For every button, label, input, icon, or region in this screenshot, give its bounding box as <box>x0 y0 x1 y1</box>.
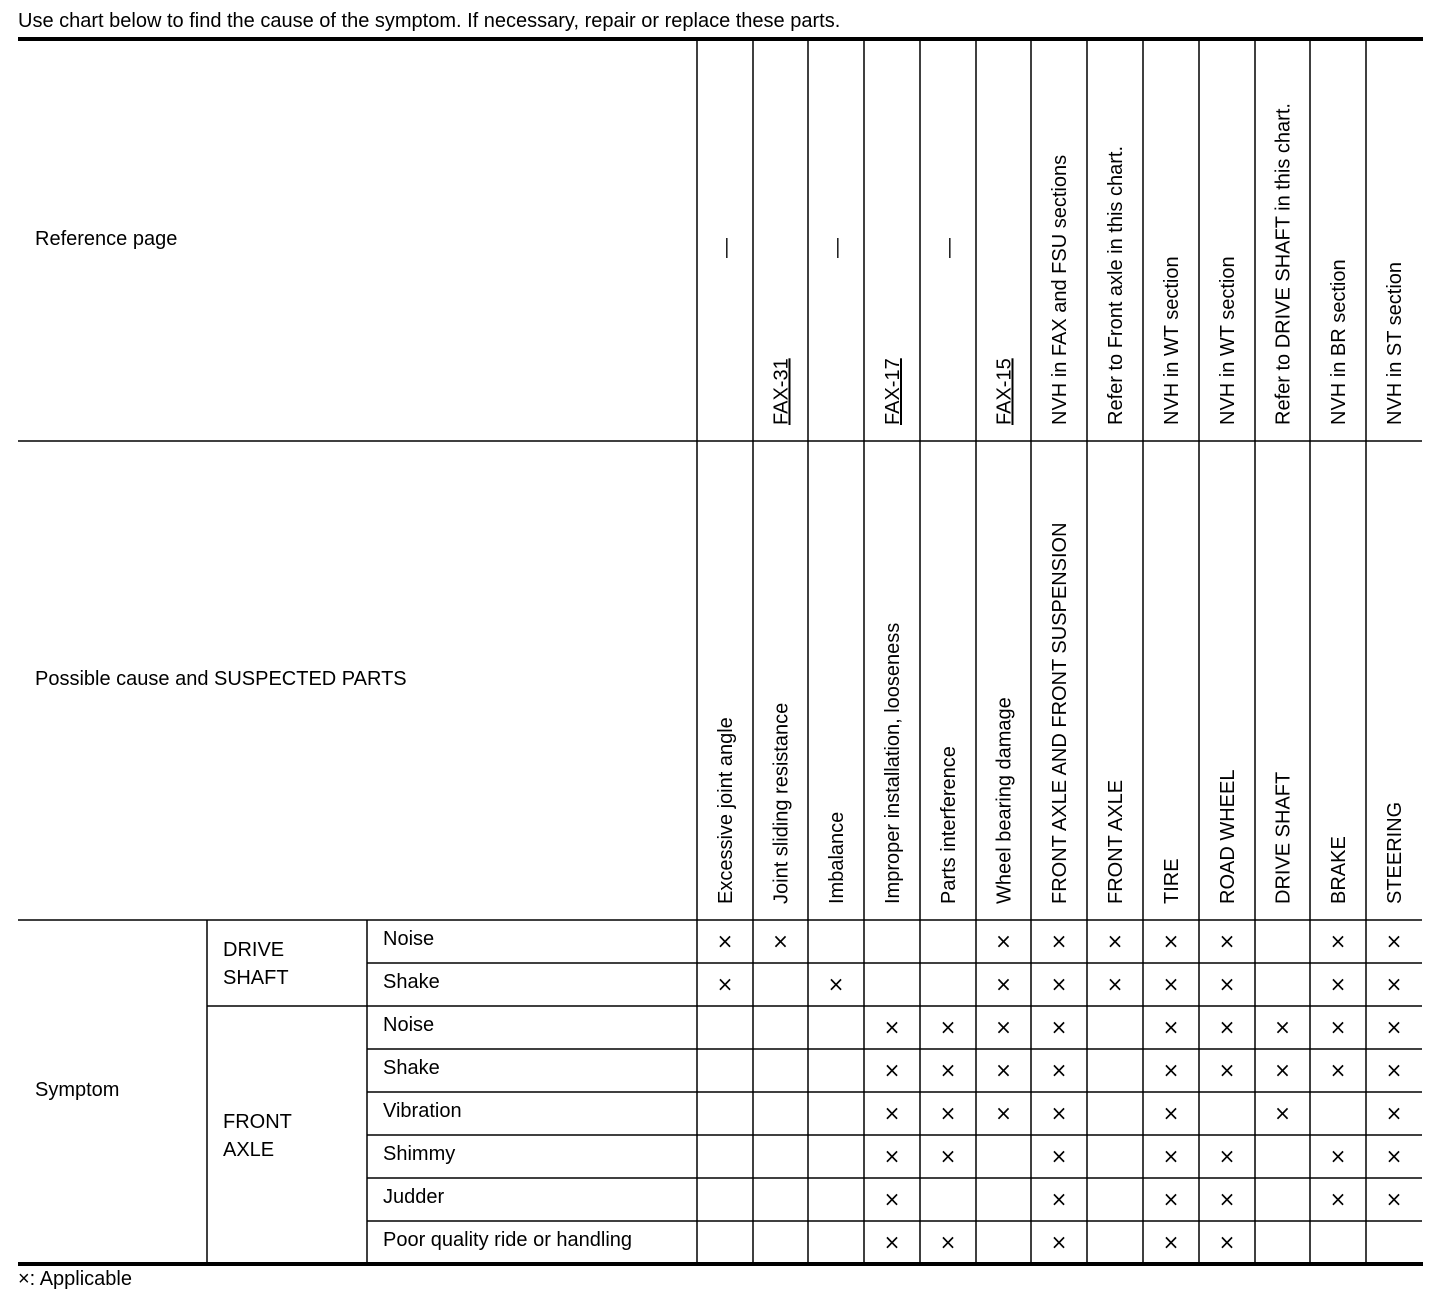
applicable-mark: × <box>995 1058 1012 1082</box>
applicable-mark: × <box>1329 1015 1347 1039</box>
cause-column-header: DRIVE SHAFT <box>1272 771 1295 904</box>
cause-column-header: ROAD WHEEL <box>1217 769 1239 904</box>
applicable-mark: × <box>1106 972 1124 996</box>
applicable-mark: × <box>1162 1144 1180 1168</box>
applicable-mark: × <box>883 1058 901 1082</box>
reference-page-cell: NVH in ST section <box>1384 261 1406 425</box>
reference-page-cell: NVH in WT section <box>1161 256 1183 425</box>
applicable-mark: × <box>939 1058 957 1082</box>
applicable-mark: × <box>1162 929 1180 953</box>
applicable-mark: × <box>1385 1015 1403 1039</box>
applicable-mark: × <box>1329 1144 1347 1168</box>
applicable-mark: × <box>1274 1058 1291 1082</box>
symptom-group-label: AXLE <box>223 1139 275 1161</box>
applicable-mark: × <box>1162 972 1180 996</box>
cause-column-header: Improper installation, looseness <box>882 622 904 904</box>
intro-text: Use chart below to find the cause of the symptom. If necessary, repair or replace these parts. <box>18 10 841 32</box>
reference-link: FAX-31 <box>770 358 793 425</box>
cause-column-header: Imbalance <box>826 811 848 904</box>
cause-column-header: STEERING <box>1384 801 1406 904</box>
applicable-mark: × <box>1106 929 1124 953</box>
reference-link: FAX-15 <box>993 358 1016 425</box>
applicable-mark: × <box>827 972 845 996</box>
symptom-group-label: SHAFT <box>223 967 289 989</box>
applicable-mark: × <box>1162 1230 1180 1254</box>
symptom-row-label: Vibration <box>383 1100 462 1122</box>
applicable-mark: × <box>1218 1187 1236 1211</box>
reference-page-cell: — <box>938 238 960 258</box>
applicable-mark: × <box>1162 1015 1180 1039</box>
applicable-mark: × <box>1050 1015 1068 1039</box>
applicable-mark: × <box>995 1101 1012 1125</box>
symptom-header: Symptom <box>35 1079 120 1101</box>
reference-page-cell: NVH in WT section <box>1217 256 1239 425</box>
symptom-group-label: DRIVE <box>223 939 285 961</box>
symptom-row-label: Noise <box>383 928 435 950</box>
applicable-mark: × <box>772 929 789 953</box>
applicable-mark: × <box>995 1015 1012 1039</box>
applicable-mark: × <box>1385 1101 1403 1125</box>
applicable-mark: × <box>883 1015 901 1039</box>
reference-page-cell: — <box>826 238 848 258</box>
symptom-row-label: Shimmy <box>383 1143 456 1165</box>
symptom-row-label: Judder <box>383 1186 445 1208</box>
legend-text: ×: Applicable <box>18 1268 132 1290</box>
applicable-mark: × <box>995 972 1012 996</box>
applicable-mark: × <box>1385 1187 1403 1211</box>
symptom-row-label: Shake <box>383 1057 440 1079</box>
applicable-mark: × <box>1218 1230 1236 1254</box>
cause-column-header: Wheel bearing damage <box>993 697 1016 904</box>
cause-column-header: FRONT AXLE <box>1105 779 1127 904</box>
applicable-mark: × <box>1050 1058 1068 1082</box>
applicable-mark: × <box>1050 1187 1068 1211</box>
applicable-mark: × <box>1218 1144 1236 1168</box>
symptom-group-label: FRONT <box>223 1111 292 1133</box>
applicable-mark: × <box>995 929 1012 953</box>
cause-column-header: BRAKE <box>1328 836 1350 904</box>
applicable-mark: × <box>883 1144 901 1168</box>
applicable-mark: × <box>1385 1144 1403 1168</box>
applicable-mark: × <box>939 1144 957 1168</box>
applicable-mark: × <box>1218 1015 1236 1039</box>
applicable-mark: × <box>1329 972 1347 996</box>
cause-column-header: FRONT AXLE AND FRONT SUSPENSION <box>1049 522 1071 904</box>
applicable-mark: × <box>883 1230 901 1254</box>
applicable-mark: × <box>1050 1144 1068 1168</box>
applicable-mark: × <box>1050 972 1068 996</box>
cause-column-header: Parts interference <box>938 746 960 904</box>
applicable-mark: × <box>1050 1101 1068 1125</box>
cause-column-header: Joint sliding resistance <box>770 702 793 904</box>
applicable-mark: × <box>1050 929 1068 953</box>
cause-column-header: TIRE <box>1161 858 1183 904</box>
possible-cause-header: Possible cause and SUSPECTED PARTS <box>35 668 407 690</box>
reference-page-header: Reference page <box>35 228 178 250</box>
reference-page-cell: NVH in FAX and FSU sections <box>1049 154 1071 425</box>
applicable-mark: × <box>1274 1101 1291 1125</box>
applicable-mark: × <box>1329 1187 1347 1211</box>
chart-grid-lines <box>18 39 1423 1264</box>
reference-page-cell: Refer to Front axle in this chart. <box>1105 145 1127 425</box>
applicable-mark: × <box>1218 1058 1236 1082</box>
applicable-mark: × <box>883 1101 901 1125</box>
symptom-row-label: Noise <box>383 1014 435 1036</box>
applicable-mark: × <box>1162 1101 1180 1125</box>
symptom-row-label: Poor quality ride or handling <box>383 1229 633 1251</box>
applicable-mark: × <box>939 1230 957 1254</box>
reference-page-cell: NVH in BR section <box>1328 259 1350 425</box>
applicable-mark: × <box>939 1015 957 1039</box>
applicable-mark: × <box>1050 1230 1068 1254</box>
symptom-row-label: Shake <box>383 971 440 993</box>
applicable-mark: × <box>1385 972 1403 996</box>
applicable-mark: × <box>716 929 734 953</box>
applicable-mark: × <box>1218 929 1236 953</box>
reference-link: FAX-17 <box>882 358 904 425</box>
applicable-mark: × <box>1329 929 1347 953</box>
cause-column-header: Excessive joint angle <box>715 717 737 904</box>
applicable-mark: × <box>1218 972 1236 996</box>
applicable-mark: × <box>1162 1058 1180 1082</box>
applicable-mark: × <box>939 1101 957 1125</box>
applicable-mark: × <box>1385 929 1403 953</box>
applicable-mark: × <box>1274 1015 1291 1039</box>
reference-page-cell: — <box>715 238 737 258</box>
applicable-mark: × <box>716 972 734 996</box>
applicable-mark: × <box>1162 1187 1180 1211</box>
applicable-mark: × <box>1385 1058 1403 1082</box>
reference-page-cell: Refer to DRIVE SHAFT in this chart. <box>1272 103 1295 425</box>
applicable-mark: × <box>883 1187 901 1211</box>
applicable-mark: × <box>1329 1058 1347 1082</box>
